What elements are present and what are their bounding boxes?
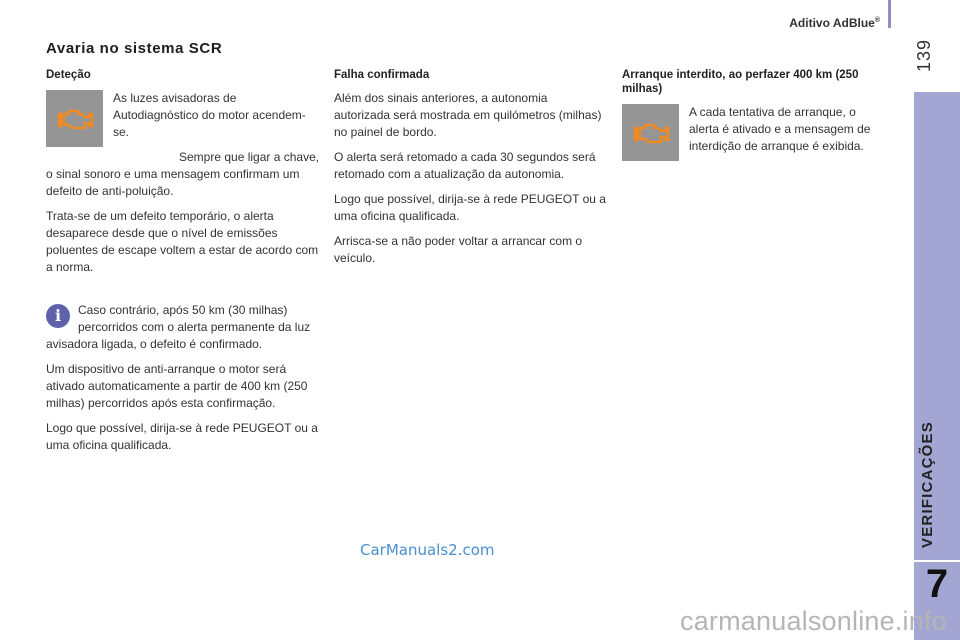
watermark-carmanuals2[interactable]: CarManuals2.com — [360, 541, 495, 559]
detection-paragraph-3: Trata-se de um defeito temporário, o alerta desaparece desde que o nível de emissões poluentes de escape voltem a estar de acordo com a norma. — [46, 209, 319, 274]
subhead-detection: Deteção — [46, 69, 91, 81]
confirmed-paragraph-2: O alerta será retomado a cada 30 segundos será retomado com a atualização da autonomia. — [334, 150, 596, 181]
detection-paragraph-2: Sempre que ligar a chave, o sinal sonoro e uma mensagem confirmam um defeito de anti-poluição. — [46, 150, 320, 198]
engine-warning-icon — [56, 105, 94, 133]
column-detection — [46, 68, 320, 462]
confirmed-paragraph-3: Logo que possível, dirija-se à rede PEUGEOT ou a uma oficina qualificada. — [334, 192, 606, 223]
engine-warning-light-box — [46, 90, 103, 147]
info-paragraph-3: Logo que possível, dirija-se à rede PEUGEOT ou a uma oficina qualificada. — [46, 421, 318, 452]
chapter-side-tab — [914, 92, 960, 640]
column-confirmed-failure — [334, 68, 606, 275]
engine-warning-icon — [632, 119, 670, 147]
watermark-carmanualsonline: carmanualsonline.info — [680, 606, 947, 636]
chapter-tab-label: VERIFICAÇÕES — [919, 421, 936, 548]
subhead-start-prohibited: Arranque interdito, ao perfazer 400 km (250 milhas) — [622, 69, 859, 95]
info-note — [46, 302, 320, 454]
header-title — [789, 16, 880, 30]
start-prohibited-paragraph-1: A cada tentativa de arranque, o alerta é ativado e a mensagem de interdição de arranque é exibida. — [689, 105, 871, 153]
confirmed-paragraph-4: Arrisca-se a não poder voltar a arrancar com o veículo. — [334, 234, 583, 265]
subhead-confirmed-failure: Falha confirmada — [334, 69, 430, 81]
info-icon: i — [46, 304, 70, 328]
detection-paragraph-1: As luzes avisadoras de Autodiagnóstico do motor acendem-se. — [113, 91, 306, 139]
page-number: 139 — [914, 38, 934, 72]
engine-warning-light-box — [622, 104, 679, 161]
registered-mark: ® — [874, 17, 880, 24]
info-paragraph-1: Caso contrário, após 50 km (30 milhas) percorridos com o alerta permanente da luz avisadora ligada, o defeito é confirmado. — [46, 303, 311, 351]
confirmed-paragraph-1: Além dos sinais anteriores, a autonomia autorizada será mostrada em quilómetros (milhas) no painel de bordo. — [334, 91, 602, 139]
section-title: Avaria no sistema SCR — [46, 40, 223, 57]
header-title-text: Aditivo AdBlue — [789, 16, 875, 30]
column-start-prohibited — [622, 68, 884, 165]
header-rule — [888, 0, 891, 28]
info-paragraph-2: Um dispositivo de anti-arranque o motor será ativado automaticamente a partir de 400 km (250 milhas) percorridos após esta confirmação. — [46, 362, 308, 410]
chapter-number: 7 — [925, 562, 949, 606]
